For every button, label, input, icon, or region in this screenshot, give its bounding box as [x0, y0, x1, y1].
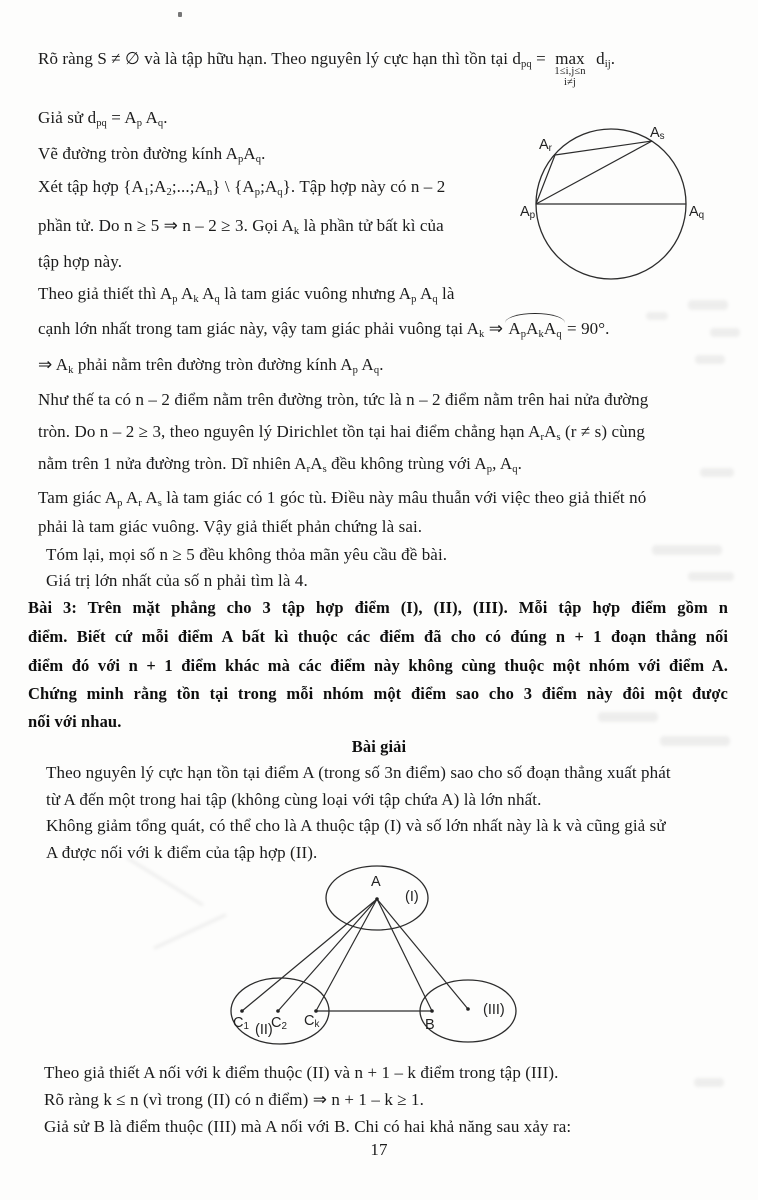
bleed-artifact	[688, 300, 728, 310]
text-line: nằm trên 1 nửa đường tròn. Dĩ nhiên $A_rA_s$ đều không trùng với $A_p$, $A_q$.	[38, 454, 522, 476]
text-line: tập hợp này.	[38, 252, 123, 271]
bleed-artifact	[688, 572, 734, 581]
solution-line: từ A đến một trong hai tập (không cùng loại với tập chứa A) là lớn nhất.	[46, 790, 542, 809]
text-line: phần tử. Do n ≥ 5 ⇒ n – 2 ≥ 3. Gọi $A_k$ là phần tử bất kì của	[38, 216, 444, 238]
edge-A-C2	[278, 899, 377, 1011]
point-label-Ap: $A_p$	[520, 204, 536, 222]
circle-diagram	[520, 112, 758, 302]
bleed-artifact	[660, 736, 730, 746]
point-label-As: $A_s$	[650, 125, 665, 143]
text-line: phải là tam giác vuông. Vậy giả thiết phản chứng là sai.	[38, 517, 423, 536]
text-line: ⇒ $A_k$ phải nằm trên đường tròn đường kính $A_p$ $A_q$.	[38, 355, 384, 377]
problem-statement-line: Chứng minh rằng tồn tại trong mỗi nhóm một điểm sao cho 3 điểm này đôi một được	[28, 684, 728, 703]
text-line: Tóm lại, mọi số n ≥ 5 đều không thỏa mãn yêu cầu đề bài.	[46, 545, 448, 564]
set-label-I: (I)	[405, 889, 419, 905]
text-line: cạnh lớn nhất trong tam giác này, vậy tam giác phải vuông tại $A_k$ ⇒ $A_pA_kA_q = 90^\circ$.	[38, 319, 610, 341]
max-condition-2: i≠j	[564, 77, 576, 88]
point-in-III	[466, 1007, 470, 1011]
text-line: Giả sử $d_{pq} = A_p$ $A_q$.	[38, 108, 168, 130]
bleed-artifact	[694, 1078, 724, 1087]
bleed-artifact	[710, 328, 740, 337]
max-word: max	[555, 49, 585, 68]
text-line: Giá trị lớn nhất của số n phải tìm là 4.	[46, 571, 308, 590]
three-set-diagram	[175, 858, 595, 1063]
edge-A-C1	[242, 899, 377, 1011]
solution-line: A được nối với k điểm của tập hợp (II).	[46, 843, 318, 862]
point-B	[430, 1009, 434, 1013]
point-C1	[240, 1009, 244, 1013]
solution-line: Giả sử B là điểm thuộc (III) mà A nối với B. Chi có hai khả năng sau xảy ra:	[44, 1117, 572, 1136]
circle-diagram-figure	[520, 112, 758, 302]
text-line: Như thế ta có n – 2 điểm nằm trên đường tròn, tức là n – 2 điểm nằm trên hai nửa đường	[38, 390, 649, 409]
problem-statement-line: điểm. Biết cứ mỗi điểm A bất kì thuộc các điểm đã cho có đúng n + 1 đoạn thẳng nối	[28, 627, 728, 646]
point-label-B: B	[425, 1017, 435, 1033]
bleed-artifact	[652, 545, 722, 555]
chord-ApAr	[536, 155, 555, 204]
page-number: 17	[370, 1140, 388, 1159]
chord-ApAs	[536, 141, 652, 204]
solution-heading: Bài giải	[351, 737, 407, 756]
text-line: Tam giác $A_p$ $A_r$ $A_s$ là tam giác có 1 góc tù. Điều này mâu thuẫn với việc theo giả thiết nó	[38, 488, 647, 510]
solution-line: Theo nguyên lý cực hạn tồn tại điểm A (trong số 3n điểm) sao cho số đoạn thẳng xuất phát	[46, 763, 671, 782]
bleed-artifact	[646, 312, 668, 320]
point-label-Ar: $A_r$	[539, 137, 552, 155]
solution-line: Không giảm tổng quát, có thể cho là A thuộc tập (I) và số lớn nhất này là k và cũng giả sử	[46, 816, 666, 835]
point-C2	[276, 1009, 280, 1013]
formula-tail-text: $d_{ij}$.	[596, 49, 616, 71]
chord-ArAs	[555, 141, 652, 155]
solution-line: Theo giả thiết A nối với k điểm thuộc (II) và n + 1 – k điểm trong tập (III).	[44, 1063, 559, 1082]
set-label-III: (III)	[483, 1002, 505, 1018]
three-set-figure	[175, 858, 595, 1063]
bleed-artifact	[695, 355, 725, 364]
text-line: tròn. Do n – 2 ≥ 3, theo nguyên lý Dirichlet tồn tại hai điểm chẳng hạn $A_rA_s$ (r ≠ s) cùng	[38, 422, 645, 444]
bleed-artifact	[598, 712, 658, 722]
set-label-II: (II)	[255, 1022, 273, 1038]
problem-statement-line: Bài 3: Trên mặt phẳng cho 3 tập hợp điểm (I), (II), (III). Mỗi tập hợp điểm gồm n	[28, 598, 728, 617]
max-operator	[554, 48, 586, 88]
point-label-Ck: $C_k$	[304, 1013, 320, 1031]
point-label-C2: $C_2$	[271, 1015, 287, 1033]
point-label-A: A	[371, 874, 381, 890]
max-condition-1: 1≤i,j≤n	[554, 66, 586, 77]
text-line: Theo giả thiết thì $A_p$ $A_k$ $A_q$ là tam giác vuông nhưng $A_p$ $A_q$ là	[38, 284, 455, 306]
print-speck-artifact	[178, 12, 182, 17]
point-A	[375, 897, 379, 901]
text-line: Xét tập hợp $\{A_1;A_2;...;A_n\}$ \ $\{A_p;A_q\}$. Tập hợp này có n – 2	[38, 177, 446, 199]
formula-pre-text: Rõ ràng S ≠ ∅ và là tập hữu hạn. Theo nguyên lý cực hạn thì tồn tại $d_{pq}$ =	[38, 49, 546, 71]
edge-A-Ck	[316, 899, 377, 1011]
text-line: Vẽ đường tròn đường kính $A_pA_q$.	[38, 144, 266, 166]
text-line-extremal-intro	[38, 48, 616, 88]
problem-statement-line: điểm đó với n + 1 điểm khác mà các điểm này không cùng thuộc một nhóm với điểm A.	[28, 656, 728, 675]
solution-line: Rõ ràng k ≤ n (vì trong (II) có n điểm) ⇒ n + 1 – k ≥ 1.	[44, 1090, 424, 1109]
point-label-Aq: $A_q$	[689, 204, 705, 222]
problem-statement-line: nối với nhau.	[28, 712, 122, 731]
bleed-artifact	[700, 468, 734, 477]
point-label-C1: $C_1$	[233, 1015, 249, 1033]
